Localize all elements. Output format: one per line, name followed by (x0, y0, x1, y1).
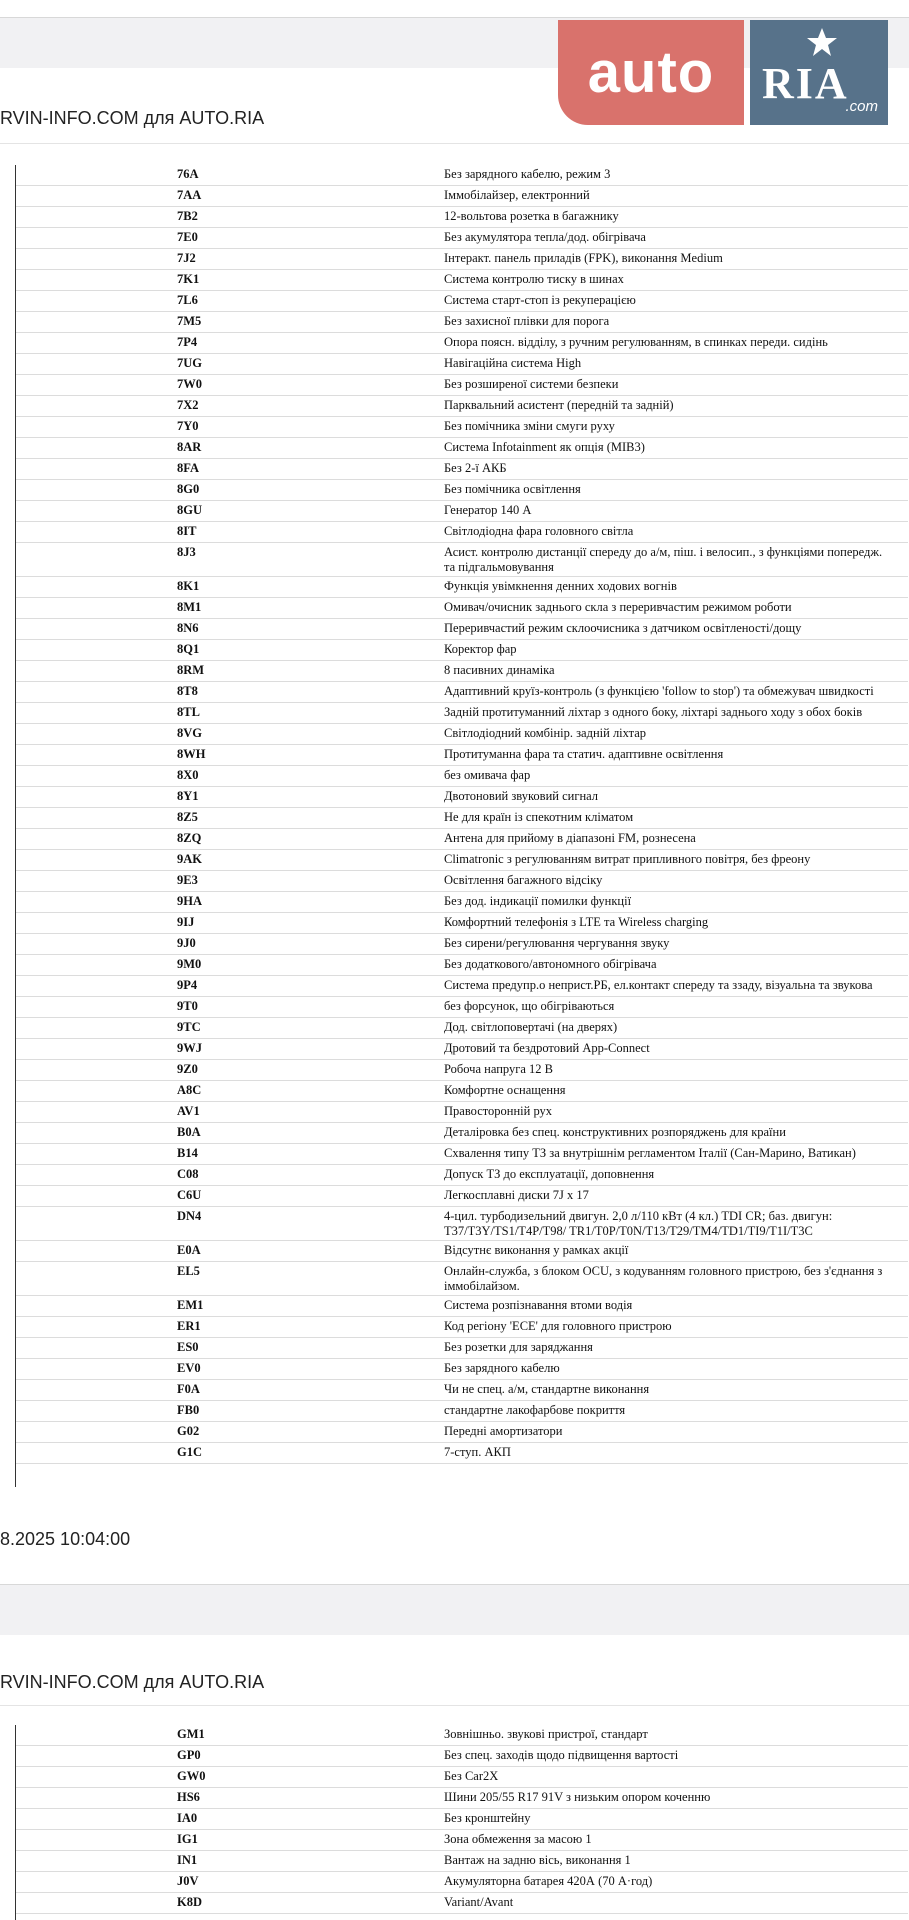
option-description: Система контролю тиску в шинах (444, 272, 624, 286)
option-description: 12-вольтова розетка в багажнику (444, 209, 619, 223)
option-code: G1C (177, 1445, 202, 1459)
table-row (16, 1401, 908, 1422)
option-code: 9E3 (177, 873, 198, 887)
table-row (16, 1893, 908, 1914)
option-description: Без розетки для заряджання (444, 1340, 593, 1354)
table-row (16, 480, 908, 501)
option-code: GM1 (177, 1727, 205, 1741)
option-code: 7L6 (177, 293, 198, 307)
option-code: 9T0 (177, 999, 198, 1013)
option-code: ER1 (177, 1319, 201, 1333)
table-row (16, 934, 908, 955)
table-row (16, 1081, 908, 1102)
option-code: 8X0 (177, 768, 199, 782)
table-row (16, 396, 908, 417)
option-code: 76A (177, 167, 199, 181)
option-description: Без зарядного кабелю, режим 3 (444, 167, 611, 181)
option-description: стандартне лакофарбове покриття (444, 1403, 626, 1417)
table-row (16, 312, 908, 333)
table-row (16, 1422, 908, 1443)
page-header: RVIN-INFO.COM для AUTO.RIA (0, 108, 265, 128)
option-description: Антена для прийому в діапазоні FM, рознесена (444, 831, 696, 845)
table-row (16, 1123, 908, 1144)
option-description: Без 2-ї АКБ (444, 461, 507, 475)
option-code: E0A (177, 1243, 201, 1257)
option-description: Без спец. заходів щодо підвищення вартості (444, 1748, 679, 1762)
option-code: ES0 (177, 1340, 199, 1354)
option-code: 9Z0 (177, 1062, 198, 1076)
table-row (16, 1380, 908, 1401)
option-description: 7-ступ. АКП (444, 1445, 511, 1459)
option-code: IN1 (177, 1853, 198, 1867)
table-row (16, 1767, 908, 1788)
option-description: Світлодіодна фара головного світла (444, 524, 634, 538)
option-code: 9AK (177, 852, 202, 866)
option-code: 9HA (177, 894, 202, 908)
option-description: Зовнішньо. звукові пристрої, стандарт (444, 1727, 648, 1741)
table-row (16, 745, 908, 766)
option-code: 7W0 (177, 377, 202, 391)
option-description: Дротовий та бездротовий App-Connect (444, 1041, 650, 1055)
option-description: Задній протитуманний ліхтар з одного боку, ліхтарі заднього ходу з обох боків (444, 705, 863, 719)
option-code: J0V (177, 1874, 199, 1888)
option-code: K8D (177, 1895, 202, 1909)
table-row (16, 787, 908, 808)
table-row (16, 577, 908, 598)
table-row (16, 459, 908, 480)
option-code: HS6 (177, 1790, 200, 1804)
table-row (16, 1359, 908, 1380)
table-row (16, 228, 908, 249)
table-row (16, 165, 908, 186)
table-row (16, 997, 908, 1018)
table-row (16, 1809, 908, 1830)
option-code: 9J0 (177, 936, 196, 950)
option-code: 9M0 (177, 957, 202, 971)
timestamp: 8.2025 10:04:00 (0, 1529, 131, 1549)
table-row (16, 850, 908, 871)
option-code: 7J2 (177, 251, 196, 265)
option-code: 8J3 (177, 545, 196, 559)
option-code: 8GU (177, 503, 202, 517)
option-description: Система розпізнавання втоми водія (444, 1298, 633, 1312)
ria-logo (750, 20, 888, 125)
table-row (16, 186, 908, 207)
header-divider (0, 143, 909, 144)
auto-logo-text: auto (587, 40, 715, 105)
table-row (16, 1018, 908, 1039)
option-description: Деталіровка без спец. конструктивних розпоряджень для країни (444, 1125, 786, 1139)
option-description: Акумуляторна батарея 420А (70 А·год) (444, 1874, 653, 1888)
option-code: 7M5 (177, 314, 202, 328)
option-description: Без зарядного кабелю (444, 1361, 560, 1375)
option-description: Без дод. індикації помилки функції (444, 894, 632, 908)
option-code: 8Z5 (177, 810, 198, 824)
option-description: Без додаткового/автономного обігрівача (444, 957, 657, 971)
option-description: Система предупр.о неприст.РБ, ел.контакт спереду та ззаду, візуальна та звукова (444, 978, 873, 992)
option-code: 9TC (177, 1020, 201, 1034)
table-row (16, 1851, 908, 1872)
option-code: 8Q1 (177, 642, 200, 656)
option-description: Без акумулятора тепла/дод. обігрівача (444, 230, 646, 244)
table-row (16, 871, 908, 892)
table-row (16, 598, 908, 619)
option-code: IA0 (177, 1811, 198, 1825)
option-code: 7Y0 (177, 419, 199, 433)
table-row (16, 333, 908, 354)
table-row (16, 438, 908, 459)
option-description: без форсунок, що обігріваються (444, 999, 615, 1013)
table-row (16, 808, 908, 829)
option-code: GP0 (177, 1748, 201, 1762)
option-description: Легкосплавні диски 7J x 17 (444, 1188, 589, 1202)
table-row (16, 1165, 908, 1186)
option-description: Система старт-стоп із рекуперацією (444, 293, 636, 307)
option-description: Climatronic з регулюванням витрат припливного повітря, без фреону (444, 852, 811, 866)
table-row (16, 1241, 908, 1262)
option-code: EV0 (177, 1361, 201, 1375)
option-code: 8TL (177, 705, 200, 719)
option-description: Асист. контролю дистанції спереду до а/м, піш. і велосип., з функціями попередж. та підгальмовування (444, 545, 883, 574)
option-code: 8N6 (177, 621, 199, 635)
option-code: 7AA (177, 188, 202, 202)
table-row (16, 1788, 908, 1809)
table-row (16, 522, 908, 543)
header-divider-2 (0, 1705, 909, 1706)
option-description: Навігаційна система High (444, 356, 582, 370)
option-description: Зона обмеження за масою 1 (444, 1832, 592, 1846)
option-description: Без кронштейну (444, 1811, 531, 1825)
option-description: Опора поясн. відділу, з ручним регулюванням, в спинках переди. сидінь (444, 335, 828, 349)
option-description: Протитуманна фара та статич. адаптивне освітлення (444, 747, 724, 761)
option-code: 7X2 (177, 398, 199, 412)
table-row (16, 976, 908, 997)
option-description: Без помічника зміни смуги руху (444, 419, 615, 433)
table-row (16, 829, 908, 850)
option-code: 8RM (177, 663, 205, 677)
option-description: Правосторонній рух (444, 1104, 553, 1118)
option-code: B14 (177, 1146, 198, 1160)
table-row (16, 913, 908, 934)
option-code: 8AR (177, 440, 202, 454)
table-row (16, 1746, 908, 1767)
table-row (16, 249, 908, 270)
table-row (16, 1830, 908, 1851)
option-description: Онлайн-служба, з блоком OCU, з кодуванням головного пристрою, без з'єднання з іммобілайзом. (444, 1264, 883, 1293)
table-row (16, 619, 908, 640)
option-description: Омивач/очисник заднього скла з переривчастим режимом роботи (444, 600, 792, 614)
option-code: 8G0 (177, 482, 200, 496)
option-code: F0A (177, 1382, 200, 1396)
option-code: G02 (177, 1424, 200, 1438)
option-code: 8K1 (177, 579, 200, 593)
option-description: Код регіону 'ECE' для головного пристрою (444, 1319, 672, 1333)
option-description: Коректор фар (444, 642, 517, 656)
option-description: Робоча напруга 12 В (444, 1062, 553, 1076)
ria-logo-suffix: .com (845, 98, 878, 115)
option-description: Переривчастий режим склоочисника з датчиком освітленості/дощу (444, 621, 802, 635)
table-row (16, 661, 908, 682)
table-row (16, 724, 908, 745)
option-description: Без захисної плівки для порога (444, 314, 610, 328)
page-break-band (0, 1585, 909, 1635)
option-description: 8 пасивних динаміка (444, 663, 555, 677)
option-description: Без розширеної системи безпеки (444, 377, 619, 391)
table-row (16, 1338, 908, 1359)
option-description: Чи не спец. а/м, стандартне виконання (444, 1382, 650, 1396)
table-row (16, 1872, 908, 1893)
option-code: 7K1 (177, 272, 200, 286)
options-table (15, 165, 908, 1487)
option-code: 9WJ (177, 1041, 202, 1055)
option-code: 8VG (177, 726, 202, 740)
option-code: AV1 (177, 1104, 200, 1118)
table-row (16, 1186, 908, 1207)
option-description: Світлодіодний комбінір. задній ліхтар (444, 726, 647, 740)
auto-logo (558, 20, 744, 125)
table-row (16, 543, 908, 577)
option-description: Комфортне оснащення (444, 1083, 566, 1097)
option-description: Шини 205/55 R17 91V з низьким опором коченню (444, 1790, 711, 1804)
option-code: C08 (177, 1167, 199, 1181)
option-description: Іммобілайзер, електронний (444, 188, 590, 202)
page-header-2: RVIN-INFO.COM для AUTO.RIA (0, 1672, 265, 1692)
options-table-2 (15, 1725, 908, 1920)
option-code: EL5 (177, 1264, 200, 1278)
option-description: Без помічника освітлення (444, 482, 581, 496)
option-code: 7UG (177, 356, 202, 370)
table-row (16, 1060, 908, 1081)
option-description: Функція увімкнення денних ходових вогнів (444, 579, 677, 593)
option-code: 7E0 (177, 230, 198, 244)
option-description: Без сирени/регулювання чергування звуку (444, 936, 670, 950)
option-description: Допуск ТЗ до експлуатації, доповнення (444, 1167, 655, 1181)
table-row (16, 270, 908, 291)
table-row (16, 501, 908, 522)
option-code: IG1 (177, 1832, 198, 1846)
option-description: Відсутнє виконання у рамках акції (444, 1243, 629, 1257)
table-row (16, 1296, 908, 1317)
table-row (16, 1102, 908, 1123)
option-code: 7B2 (177, 209, 198, 223)
option-code: 8Y1 (177, 789, 199, 803)
option-description: Дод. світлоповертачі (на дверях) (444, 1020, 618, 1034)
option-code: B0A (177, 1125, 201, 1139)
table-row (16, 1317, 908, 1338)
option-description: Вантаж на задню вісь, виконання 1 (444, 1853, 631, 1867)
option-description: Двотоновий звуковий сигнал (444, 789, 599, 803)
option-description: Парквальний асистент (передній та задній) (444, 398, 674, 412)
option-description: Передні амортизатори (444, 1424, 563, 1438)
table-row (16, 1039, 908, 1060)
option-description: Не для країн із спекотним кліматом (444, 810, 634, 824)
table-row (16, 1725, 908, 1746)
option-description: Інтеракт. панель приладів (FPK), виконання Medium (444, 251, 723, 265)
table-row (16, 766, 908, 787)
option-code: GW0 (177, 1769, 206, 1783)
table-row (16, 207, 908, 228)
table-row (16, 1443, 908, 1464)
option-code: 7P4 (177, 335, 198, 349)
option-description: Без Car2X (444, 1769, 499, 1783)
option-code: 8ZQ (177, 831, 202, 845)
option-code: 8WH (177, 747, 206, 761)
option-code: FB0 (177, 1403, 200, 1417)
table-row (16, 417, 908, 438)
ria-logo-text: RIA (762, 59, 849, 108)
table-row (16, 703, 908, 724)
option-code: DN4 (177, 1209, 202, 1223)
table-row (16, 291, 908, 312)
table-row (16, 640, 908, 661)
star-icon (806, 26, 838, 58)
option-code: C6U (177, 1188, 202, 1202)
table-row (16, 1262, 908, 1296)
option-code: 8T8 (177, 684, 198, 698)
option-code: A8C (177, 1083, 202, 1097)
option-code: EM1 (177, 1298, 204, 1312)
table-row (16, 955, 908, 976)
option-description: Комфортний телефонія з LTE та Wireless charging (444, 915, 709, 929)
option-description: Variant/Avant (444, 1895, 514, 1909)
option-description: Адаптивний круїз-контроль (з функцією 'follow to stop') та обмежувач швидкості (444, 684, 874, 698)
option-description: 4-цил. турбодизельний двигун. 2,0 л/110 кВт (4 кл.) TDI CR; баз. двигун: T37/T3Y/TS1/T4P/T98/ TR1/T0P/T0N/T13/T29/TM4/TD1/TI9/T1I/T3C (444, 1209, 833, 1238)
option-code: 8M1 (177, 600, 202, 614)
option-description: Генератор 140 А (444, 503, 532, 517)
table-row (16, 892, 908, 913)
option-description: Освітлення багажного відсіку (444, 873, 603, 887)
option-description: Система Infotainment як опція (MIB3) (444, 440, 645, 454)
table-row (16, 375, 908, 396)
option-description: Схвалення типу ТЗ за внутрішнім регламентом Італії (Сан-Марино, Ватикан) (444, 1146, 856, 1160)
option-code: 9P4 (177, 978, 198, 992)
option-code: 8IT (177, 524, 197, 538)
option-description: без омивача фар (444, 768, 531, 782)
table-row (16, 1144, 908, 1165)
table-row (16, 354, 908, 375)
table-row (16, 1207, 908, 1241)
option-code: 9IJ (177, 915, 195, 929)
table-row (16, 682, 908, 703)
option-code: 8FA (177, 461, 199, 475)
